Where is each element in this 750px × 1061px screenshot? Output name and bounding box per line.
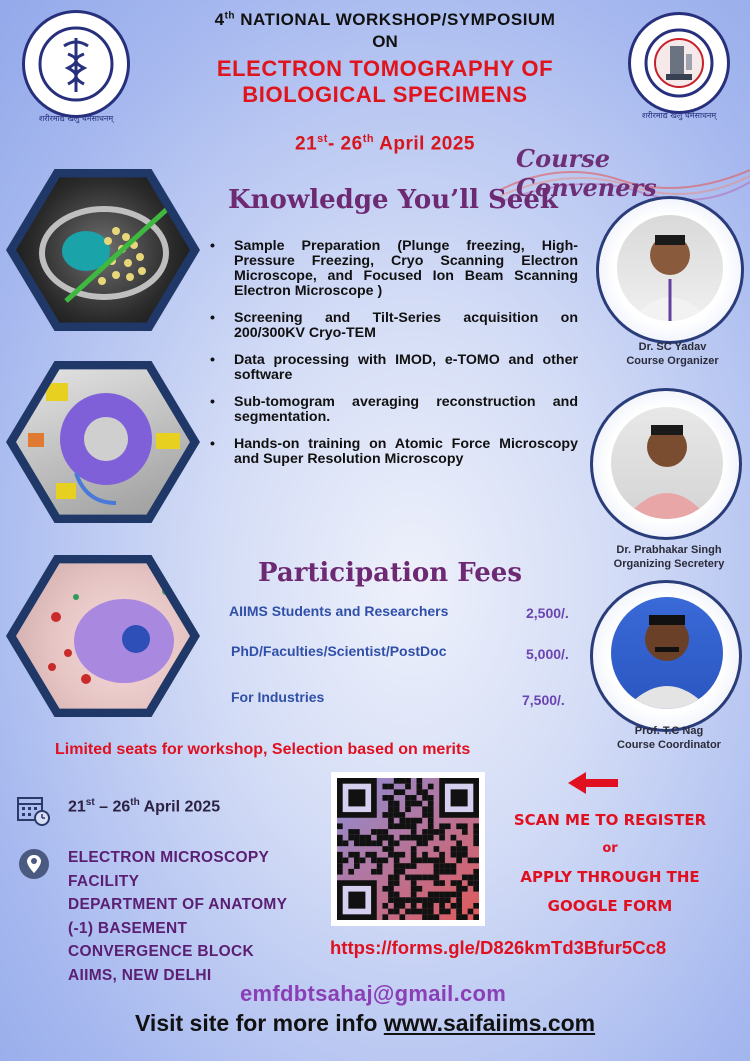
aiims-logo-left <box>22 10 130 118</box>
fee-value: 2,500/. <box>526 605 569 621</box>
logo-left-motto: शरीरमाद्यं खलु धर्मसाधनम् <box>38 114 114 123</box>
convener-card-2 <box>590 388 742 540</box>
limited-seats-notice: Limited seats for workshop, Selection based on merits <box>55 741 471 758</box>
list-item: • Screening and Tilt-Series acquisition on 200/300KV Cryo-TEM <box>210 311 578 341</box>
list-item: • Sub-tomogram averaging reconstruction and segmentation. <box>210 395 578 425</box>
knowledge-heading: Knowledge You’ll Seek <box>228 185 558 215</box>
qr-code[interactable] <box>331 772 485 926</box>
list-item: • Hands-on training on Atomic Force Microscopy and Super Resolution Microscopy <box>210 437 578 467</box>
convener-3-caption: Prof. T.C Nag Course Coordinator <box>617 725 721 751</box>
fee-label: PhD/Faculties/Scientist/PostDoc <box>231 643 447 659</box>
event-date: 21st- 26th April 2025 <box>295 133 475 155</box>
fee-label: For Industries <box>231 689 325 705</box>
hexagon-image-cell-tomogram <box>6 162 200 338</box>
location-pin-icon <box>18 848 50 880</box>
avatar <box>617 215 723 321</box>
contact-email-link[interactable]: emfdbtsahaj@gmail.com <box>240 981 507 1006</box>
fee-value: 5,000/. <box>526 646 569 662</box>
fee-label: AIIMS Students and Researchers <box>229 603 449 619</box>
avatar <box>611 407 723 519</box>
qr-code-image <box>337 778 479 920</box>
header-line-2: ON <box>372 32 398 51</box>
microscope-icon <box>642 26 716 100</box>
website-link[interactable]: www.saifaiims.com <box>383 1010 596 1036</box>
aiims-logo-right <box>628 12 730 114</box>
visit-site-line: Visit site for more info www.saifaiims.com <box>135 1010 596 1036</box>
google-form-link[interactable]: https://forms.gle/D826kmTd3Bfur5Cc8 <box>330 937 667 958</box>
convener-card-1 <box>596 196 744 344</box>
hexagon-image-protein-complex <box>6 354 200 530</box>
knowledge-list <box>210 239 578 479</box>
red-arrow-icon <box>568 770 620 796</box>
fees-heading: Participation Fees <box>258 558 522 588</box>
convener-2-caption: Dr. Prabhakar Singh Organizing Secretery <box>613 544 725 570</box>
convener-card-3 <box>590 580 742 732</box>
hexagon-image-cell-illustration <box>6 548 200 724</box>
calendar-icon <box>16 794 50 826</box>
event-date-bottom: 21st – 26th April 2025 <box>68 797 221 816</box>
list-item: • Data processing with IMOD, e-TOMO and other software <box>210 353 578 383</box>
avatar <box>611 597 723 709</box>
conveners-heading: Course Conveners <box>516 144 657 202</box>
convener-1-caption: Dr. SC Yadav Course Organizer <box>626 341 719 367</box>
caduceus-icon <box>36 24 116 104</box>
header-line-1: 4th NATIONAL WORKSHOP/SYMPOSIUM <box>214 10 556 29</box>
register-instructions: SCAN ME TO REGISTER or APPLY THROUGH THE GOOGLE FORM <box>513 811 707 915</box>
logo-right-motto: शरीरमाद्यं खलु धर्मसाधनम् <box>641 111 717 120</box>
event-title: ELECTRON TOMOGRAPHY OF BIOLOGICAL SPECIMENS <box>216 56 554 107</box>
venue-address: ELECTRON MICROSCOPY FACILITY DEPARTMENT OF ANATOMY (-1) BASEMENT CONVERGENCE BLOCK AIIMS, NEW DELHI <box>68 849 288 984</box>
fee-value: 7,500/. <box>522 692 565 708</box>
list-item: • Sample Preparation (Plunge freezing, High-Pressure Freezing, Cryo Scanning Electron Microscope, and Focused Ion Beam Scanning Electron Microscope ) <box>210 239 578 299</box>
